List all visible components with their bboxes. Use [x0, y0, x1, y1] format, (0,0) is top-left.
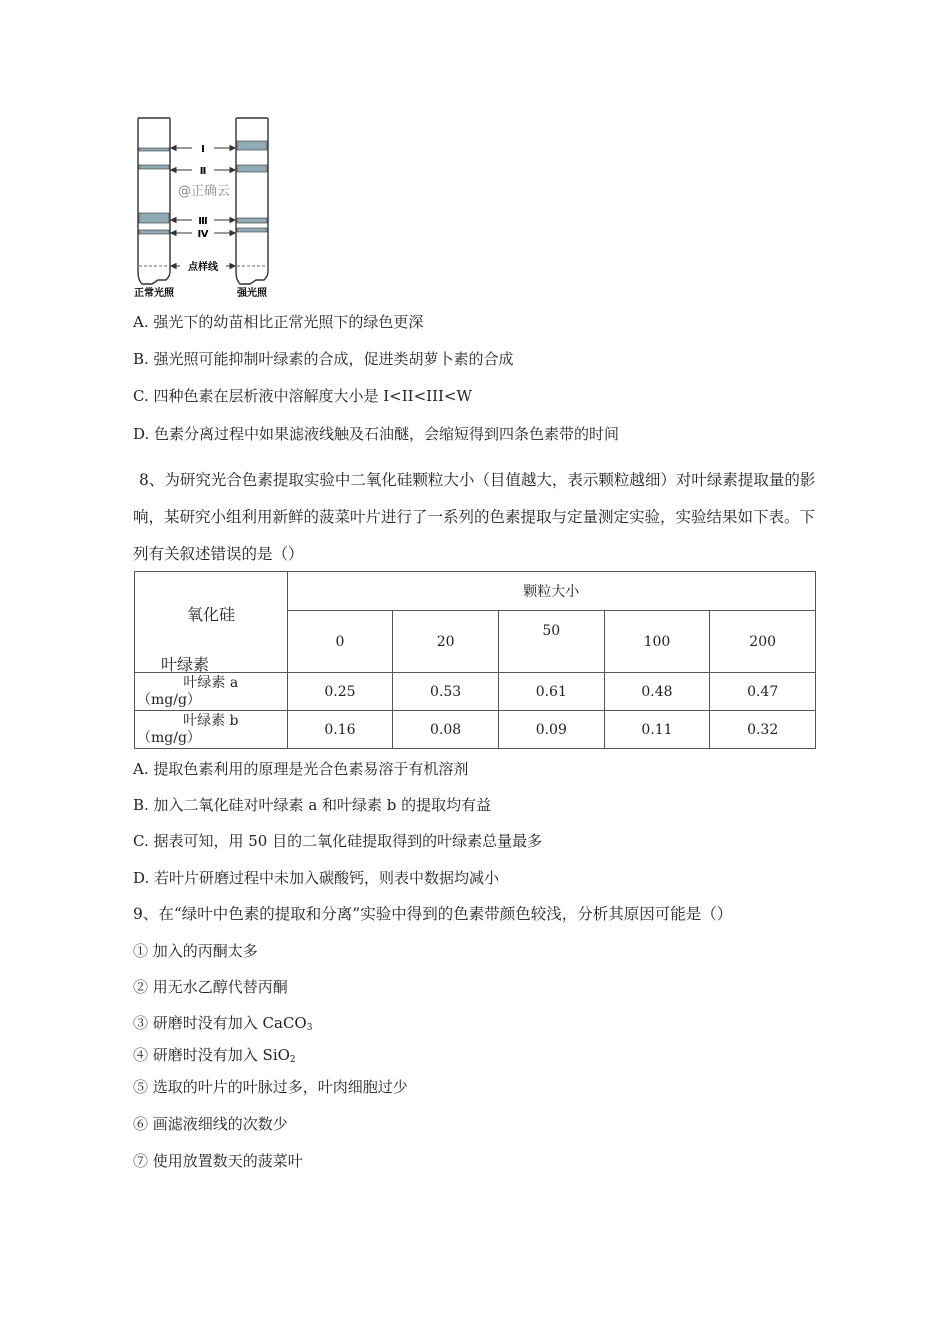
q8-table	[134, 571, 816, 749]
q9-item-1: ① 加入的丙酮太多	[133, 942, 258, 960]
q7-option-a: A. 强光下的幼苗相比正常光照下的绿色更深	[133, 313, 424, 331]
table-row	[135, 711, 816, 749]
col-header: 50	[498, 611, 604, 673]
origin-line-label: 点样线	[188, 262, 218, 273]
q7-option-c: C. 四种色素在层析液中溶解度大小是 I<II<III<W	[133, 387, 472, 405]
table-row	[135, 673, 816, 711]
corner-top-label: 氧化硅	[187, 605, 236, 624]
q8-option-c: C. 据表可知，用 50 目的二氧化硅提取得到的叶绿素总量最多	[133, 832, 543, 850]
table-cell: 0.61	[498, 673, 604, 711]
subscript: 2	[289, 1055, 296, 1065]
q9-item-4: ④ 研磨时没有加入 SiO$_2$	[133, 1046, 296, 1065]
band-4-normal	[139, 230, 169, 234]
q8-stem: 8、为研究光合色素提取实验中二氧化硅颗粒大小（目值越大，表示颗粒越细）对叶绿素提取量的影响，某研究小组利用新鲜的菠菜叶片进行了一系列的色素提取与定量测定实验，实验结果如下表。下列有关叙述错误的是（）	[133, 471, 816, 563]
table-cell: 0.53	[393, 673, 499, 711]
band-label-4: Ⅳ	[197, 229, 209, 240]
table-cell: 0.48	[604, 673, 710, 711]
table-cell: 0.16	[287, 711, 393, 749]
table-cell: 0.32	[710, 711, 816, 749]
q9-stem: 9、在“绿叶中色素的提取和分离”实验中得到的色素带颜色较浅，分析其原因可能是（）	[133, 905, 733, 923]
band-1-strong	[237, 141, 267, 150]
q8-option-b: B. 加入二氧化硅对叶绿素 a 和叶绿素 b 的提取均有益	[133, 796, 492, 814]
band-label-1: Ⅰ	[201, 144, 205, 155]
tube-normal-light	[138, 118, 170, 284]
col-header: 100	[604, 611, 710, 673]
table-cell: 0.08	[393, 711, 499, 749]
band-label-2: Ⅱ	[199, 166, 207, 177]
tube-strong-light	[236, 118, 268, 284]
q9-item-2: ② 用无水乙醇代替丙酮	[133, 978, 288, 996]
q9-item-6: ⑥ 画滤液细线的次数少	[133, 1115, 288, 1133]
watermark: @正确云	[177, 184, 231, 199]
q7-option-b: B. 强光照可能抑制叶绿素的合成，促进类胡萝卜素的合成	[133, 350, 514, 368]
band-label-3: Ⅲ	[198, 216, 208, 227]
table-cell: 0.09	[498, 711, 604, 749]
q9-item-3: ③ 研磨时没有加入 CaCO$_3$	[133, 1014, 313, 1033]
table-cell: 0.11	[604, 711, 710, 749]
q8-option-a: A. 提取色素利用的原理是光合色素易溶于有机溶剂	[133, 760, 469, 778]
subscript: 3	[306, 1023, 313, 1033]
tube-label-normal: 正常光照	[134, 288, 174, 299]
q9-item-7: ⑦ 使用放置数天的菠菜叶	[133, 1152, 303, 1170]
corner-bottom-label: 叶绿素	[161, 655, 210, 674]
band-3-normal	[139, 213, 169, 223]
table-cell: 0.47	[710, 673, 816, 711]
tube-label-strong: 强光照	[237, 288, 267, 299]
group-header: 颗粒大小	[287, 572, 815, 611]
row-label: 叶绿素 a （mg/g）	[135, 673, 288, 711]
q7-option-d: D. 色素分离过程中如果滤液线触及石油醚，会缩短得到四条色素带的时间	[133, 425, 620, 443]
q9-item-5: ⑤ 选取的叶片的叶脉过多，叶肉细胞过少	[133, 1078, 408, 1096]
band-arrows	[171, 146, 235, 269]
band-2-normal	[139, 165, 169, 169]
q8-option-d: D. 若叶片研磨过程中未加入碳酸钙，则表中数据均减小	[133, 869, 500, 887]
table-corner-cell	[135, 572, 288, 673]
table-cell: 0.25	[287, 673, 393, 711]
col-header: 200	[710, 611, 816, 673]
row-label: 叶绿素 b （mg/g）	[135, 711, 288, 749]
chromatography-figure	[130, 114, 280, 300]
col-header: 0	[287, 611, 393, 673]
band-4-strong	[237, 228, 267, 232]
col-header: 20	[393, 611, 499, 673]
band-3-strong	[237, 218, 267, 223]
band-1-normal	[139, 148, 169, 151]
band-2-strong	[237, 165, 267, 172]
